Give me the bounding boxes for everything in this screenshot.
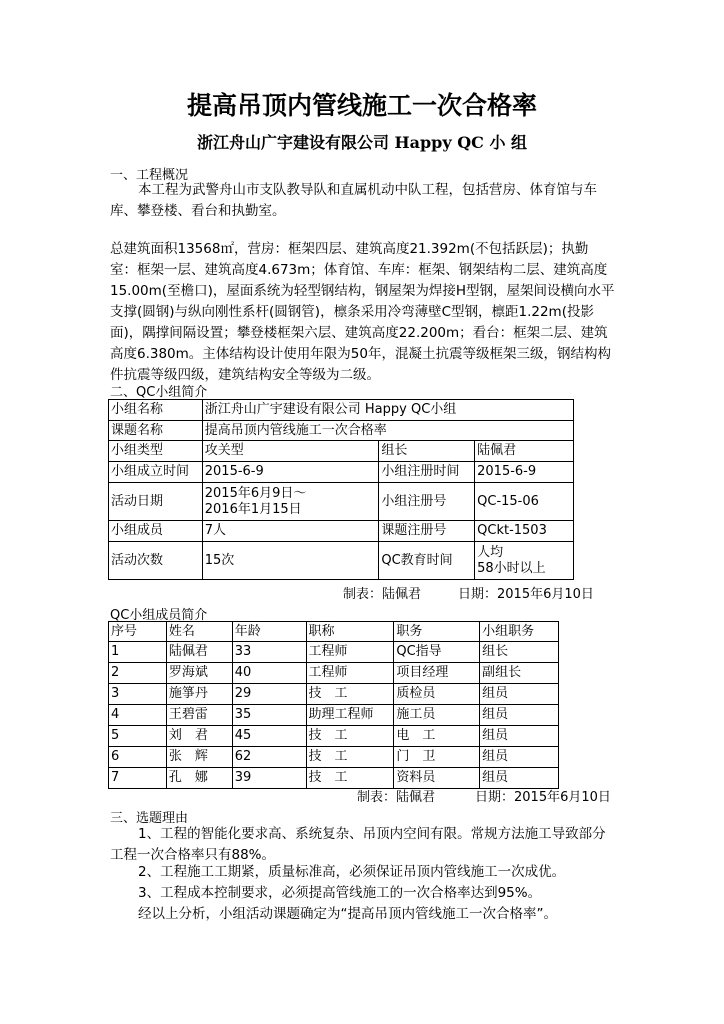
- info-label: QC教育时间: [379, 542, 475, 580]
- info-label: 小组成员: [109, 521, 203, 542]
- cell: 助理工程师: [306, 705, 394, 726]
- cell: 2: [109, 663, 167, 684]
- column-header: 年龄: [232, 622, 306, 642]
- section1-heading: 一、工程概况: [110, 168, 189, 183]
- cell: 工程师: [306, 663, 394, 684]
- info-label: 活动日期: [109, 483, 203, 521]
- table-row: [109, 726, 559, 747]
- info-label: 小组类型: [109, 441, 203, 462]
- education-time-line-1: 人均: [477, 544, 504, 560]
- info-value: [202, 483, 379, 521]
- cell: 质检员: [394, 684, 480, 705]
- info-value: 提高吊顶内管线施工一次合格率: [202, 421, 573, 441]
- column-header: 职称: [306, 622, 394, 642]
- cell: 40: [232, 663, 306, 684]
- table-maker-1: 制表：陆佩君: [343, 587, 422, 602]
- info-value: 陆佩君: [475, 441, 574, 462]
- cell: 副组长: [480, 663, 559, 684]
- table-row: [109, 441, 574, 462]
- table-row: [109, 663, 559, 684]
- info-label: 小组名称: [109, 400, 203, 421]
- cell: 组员: [480, 705, 559, 726]
- cell: 电 工: [394, 726, 480, 747]
- cell: 罗海斌: [166, 663, 232, 684]
- info-label: 小组注册号: [379, 483, 475, 521]
- table-row: [109, 521, 574, 542]
- cell: 29: [232, 684, 306, 705]
- column-header: 小组职务: [480, 622, 559, 642]
- cell: 组员: [480, 684, 559, 705]
- cell: 门 卫: [394, 747, 480, 768]
- info-value: 2015-6-9: [202, 462, 379, 483]
- cell: 3: [109, 684, 167, 705]
- section3-reason-1: 1、工程的智能化要求高、系统复杂、吊顶内空间有限。常规方法施工导致部分工程一次合格率只有88%。: [110, 826, 606, 863]
- cell: 技 工: [306, 768, 394, 789]
- education-time-line-2: 58小时以上: [477, 560, 546, 576]
- section3-reason-2: 2、工程施工工期紧，质量标准高，必须保证吊顶内管线施工一次成优。: [138, 864, 566, 880]
- cell: 组员: [480, 726, 559, 747]
- info-value: 15次: [202, 542, 379, 580]
- table-row: [109, 542, 574, 580]
- qc-members-table: [108, 621, 559, 789]
- qc-group-info-table: [108, 399, 574, 580]
- cell: 39: [232, 768, 306, 789]
- table-row: [109, 684, 559, 705]
- document-title: 提高吊顶内管线施工一次合格率: [186, 91, 537, 120]
- table-date-1: 日期：2015年6月10日: [458, 587, 594, 602]
- cell: 技 工: [306, 747, 394, 768]
- info-value: [475, 542, 574, 580]
- table-row: [109, 400, 574, 421]
- cell: 5: [109, 726, 167, 747]
- cell: 35: [232, 705, 306, 726]
- info-label: 组长: [379, 441, 475, 462]
- column-header: 姓名: [166, 622, 232, 642]
- cell: 刘 君: [166, 726, 232, 747]
- cell: 技 工: [306, 684, 394, 705]
- section1-paragraph-1: 本工程为武警舟山市支队教导队和直属机动中队工程，包括营房、体育馆与车库、攀登楼、看台和执勤室。: [110, 182, 597, 219]
- table-row: [109, 483, 574, 521]
- column-header: 序号: [109, 622, 167, 642]
- cell: 工程师: [306, 642, 394, 663]
- cell: 33: [232, 642, 306, 663]
- cell: 4: [109, 705, 167, 726]
- cell: 组员: [480, 747, 559, 768]
- cell: 组员: [480, 768, 559, 789]
- activity-end-date: 2016年1月15日: [204, 501, 302, 517]
- info-value: 7人: [202, 521, 379, 542]
- cell: 6: [109, 747, 167, 768]
- info-value: 浙江舟山广宇建设有限公司 Happy QC小组: [202, 400, 573, 421]
- activity-start-date: 2015年6月9日～: [204, 485, 307, 501]
- table-header-row: [109, 622, 559, 642]
- table-date-2: 日期：2015年6月10日: [475, 790, 611, 805]
- members-heading: QC小组成员简介: [110, 608, 208, 623]
- info-label: 课题注册号: [379, 521, 475, 542]
- info-value: 2015-6-9: [475, 462, 574, 483]
- section3-heading: 三、选题理由: [110, 811, 189, 826]
- table-row: [109, 747, 559, 768]
- section1-paragraph-2: 总建筑面积13568㎡，营房：框架四层、建筑高度21.392m(不包括跃层)；执勤室：框架一层、建筑高度4.673m；体育馆、车库：框架、钢架结构二层、建筑高度15.00m(至檐口)，屋面系统为轻型钢结构，钢屋架为焊接H型钢，屋架间设横向水平支撑(圆钢)与纵向刚性系杆(圆钢管)，檩条采用冷弯薄壁C型钢，檩距1.22m(投影面)，隅撑间隔设置；攀登楼框架六层、建筑高度22.200m；看台：框架二层、建筑高度6.380m。主体结构设计使用年限为50年，混凝土抗震等级框架三级，钢结构构件抗震等级四级，建筑结构安全等级为二级。: [110, 241, 615, 383]
- table-row: [109, 705, 559, 726]
- cell: 1: [109, 642, 167, 663]
- document-subtitle: 浙江舟山广宇建设有限公司 Happy QC 小 组: [196, 133, 528, 152]
- section3-reason-3: 3、工程成本控制要求，必须提高管线施工的一次合格率达到95%。: [138, 885, 542, 901]
- cell: 45: [232, 726, 306, 747]
- cell: 组长: [480, 642, 559, 663]
- info-value: 攻关型: [202, 441, 379, 462]
- cell: 7: [109, 768, 167, 789]
- cell: 张 辉: [166, 747, 232, 768]
- cell: QC指导: [394, 642, 480, 663]
- section2-heading: 二、QC小组简介: [110, 385, 208, 400]
- cell: 62: [232, 747, 306, 768]
- cell: 王碧雷: [166, 705, 232, 726]
- cell: 技 工: [306, 726, 394, 747]
- table-maker-2: 制表：陆佩君: [357, 790, 436, 805]
- info-value: QCkt-1503: [475, 521, 574, 542]
- cell: 陆佩君: [166, 642, 232, 663]
- cell: 项目经理: [394, 663, 480, 684]
- section3-conclusion: 经以上分析，小组活动课题确定为“提高吊顶内管线施工一次合格率”。: [138, 906, 557, 922]
- info-label: 小组成立时间: [109, 462, 203, 483]
- info-value: QC-15-06: [475, 483, 574, 521]
- table-row: [109, 642, 559, 663]
- column-header: 职务: [394, 622, 480, 642]
- table-row: [109, 462, 574, 483]
- info-label: 课题名称: [109, 421, 203, 441]
- info-label: 活动次数: [109, 542, 203, 580]
- cell: 资料员: [394, 768, 480, 789]
- cell: 施工员: [394, 705, 480, 726]
- table-row: [109, 421, 574, 441]
- cell: 施箏丹: [166, 684, 232, 705]
- info-label: 小组注册时间: [379, 462, 475, 483]
- cell: 孔 娜: [166, 768, 232, 789]
